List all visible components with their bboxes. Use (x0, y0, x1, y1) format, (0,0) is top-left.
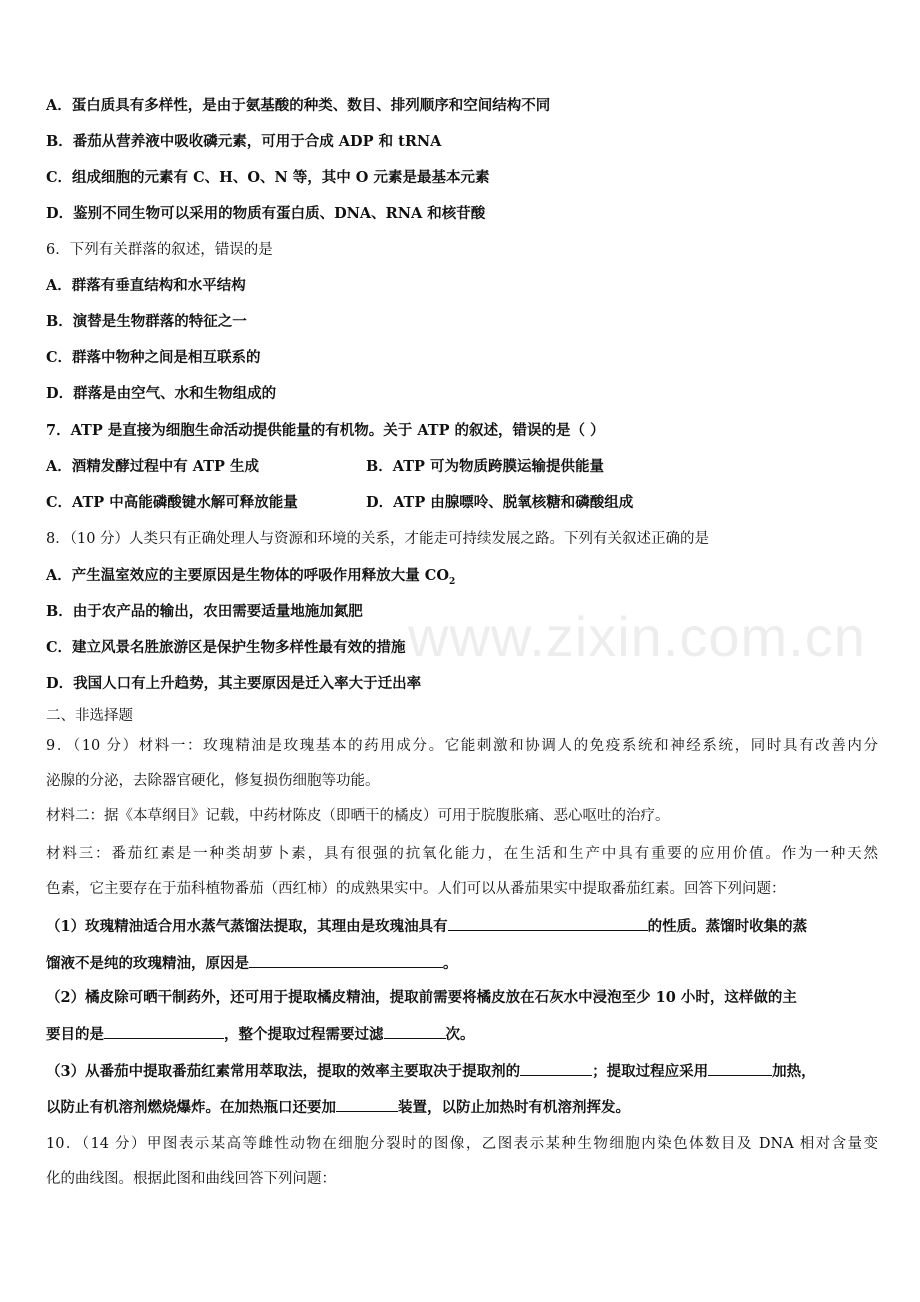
q6-stem: 6．下列有关群落的叙述，错误的是 (46, 242, 273, 258)
q10-line1: 10．（14 分）甲图表示某高等雌性动物在细胞分裂时的图像，乙图表示某种生物细胞内染色体数目及 DNA 相对含量变 (46, 1136, 878, 1152)
q9-line1: 9．（10 分）材料一：玫瑰精油是玫瑰基本的药用成分。它能刺激和协调人的免疫系统和神经系统，同时具有改善内分 (46, 738, 878, 754)
q9-part3-line2: 以防止有机溶剂燃烧爆炸。在加热瓶口还要加 装置，以防止加热时有机溶剂挥发。 (46, 1099, 630, 1116)
answer-blank[interactable] (708, 1061, 772, 1076)
answer-blank[interactable] (249, 953, 443, 968)
q6-option-c: C．群落中物种之间是相互联系的 (46, 349, 261, 366)
q7-option-b: B．ATP 可为物质跨膜运输提供能量 (366, 458, 604, 475)
q9-line2: 泌腺的分泌，去除器官硬化，修复损伤细胞等功能。 (46, 773, 380, 789)
answer-blank[interactable] (384, 1024, 446, 1039)
q7-option-a: A．酒精发酵过程中有 ATP 生成 (46, 458, 259, 475)
q6-option-a: A．群落有垂直结构和水平结构 (46, 277, 246, 294)
q6-option-d: D．群落是由空气、水和生物组成的 (46, 385, 277, 402)
q9-material2: 材料二：据《本草纲目》记载，中药材陈皮（即晒干的橘皮）可用于脘腹胀痛、恶心呕吐的治疗。 (46, 808, 670, 824)
q9-part1-line2: 馏液不是纯的玫瑰精油，原因是 。 (46, 955, 458, 972)
q8-option-c: C．建立风景名胜旅游区是保护生物多样性最有效的措施 (46, 639, 406, 656)
q7-row-cd (46, 493, 878, 513)
q8-option-a: A．产生温室效应的主要原因是生物体的呼吸作用释放大量 $CO_2$ (46, 567, 456, 587)
answer-blank[interactable] (520, 1061, 592, 1076)
q5-option-b: B．番茄从营养液中吸收磷元素，可用于合成 ADP 和 tRNA (46, 133, 442, 150)
q10-line2: 化的曲线图。根据此图和曲线回答下列问题： (46, 1171, 336, 1187)
q6-option-b: B．演替是生物群落的特征之一 (46, 313, 247, 330)
q8-option-b: B．由于农产品的输出，农田需要适量地施加氮肥 (46, 603, 363, 620)
q8-option-d: D．我国人口有上升趋势，其主要原因是迁入率大于迁出率 (46, 675, 422, 692)
answer-blank[interactable] (336, 1097, 398, 1112)
q7-option-d: D．ATP 由腺嘌呤、脱氧核糖和磷酸组成 (366, 494, 634, 511)
q9-material3-line1: 材料三：番茄红素是一种类胡萝卜素，具有很强的抗氧化能力，在生活和生产中具有重要的应用价值。作为一种天然 (46, 846, 878, 862)
watermark: www.zixin.com.cn (408, 605, 866, 668)
q5-option-a: A．蛋白质具有多样性，是由于氨基酸的种类、数目、排列顺序和空间结构不同 (46, 97, 551, 114)
q9-material3-line2: 色素，它主要存在于茄科植物番茄（西红柿）的成熟果实中。人们可以从番茄果实中提取番茄红素。回答下列问题： (46, 881, 786, 897)
q9-part2-line1: （2）橘皮除可晒干制药外，还可用于提取橘皮精油，提取前需要将橘皮放在石灰水中浸泡至少 10 小时，这样做的主 (46, 989, 797, 1006)
q5-option-d: D．鉴别不同生物可以采用的物质有蛋白质、DNA、RNA 和核苷酸 (46, 205, 486, 222)
q7-option-c: C．ATP 中高能磷酸键水解可释放能量 (46, 494, 298, 511)
q9-part1-line1: （1）玫瑰精油适合用水蒸气蒸馏法提取，其理由是玫瑰油具有 的性质。蒸馏时收集的蒸 (46, 918, 808, 935)
q9-part3-line1: （3）从番茄中提取番茄红素常用萃取法，提取的效率主要取决于提取剂的 ；提取过程应采用 加热， (46, 1063, 816, 1080)
q8-stem: 8．（10 分）人类只有正确处理人与资源和环境的关系，才能走可持续发展之路。下列有关叙述正确的是 (46, 531, 710, 547)
answer-blank[interactable] (448, 916, 648, 931)
q7-stem: 7．ATP 是直接为细胞生命活动提供能量的有机物。关于 ATP 的叙述，错误的是（ ） (46, 422, 605, 439)
section-title: 二、非选择题 (46, 708, 133, 724)
q7-row-ab (46, 457, 878, 477)
q9-part2-line2: 要目的是 ，整个提取过程需要过滤 次。 (46, 1026, 475, 1043)
answer-blank[interactable] (104, 1024, 224, 1039)
q5-option-c: C．组成细胞的元素有 C、H、O、N 等，其中 O 元素是最基本元素 (46, 169, 490, 186)
